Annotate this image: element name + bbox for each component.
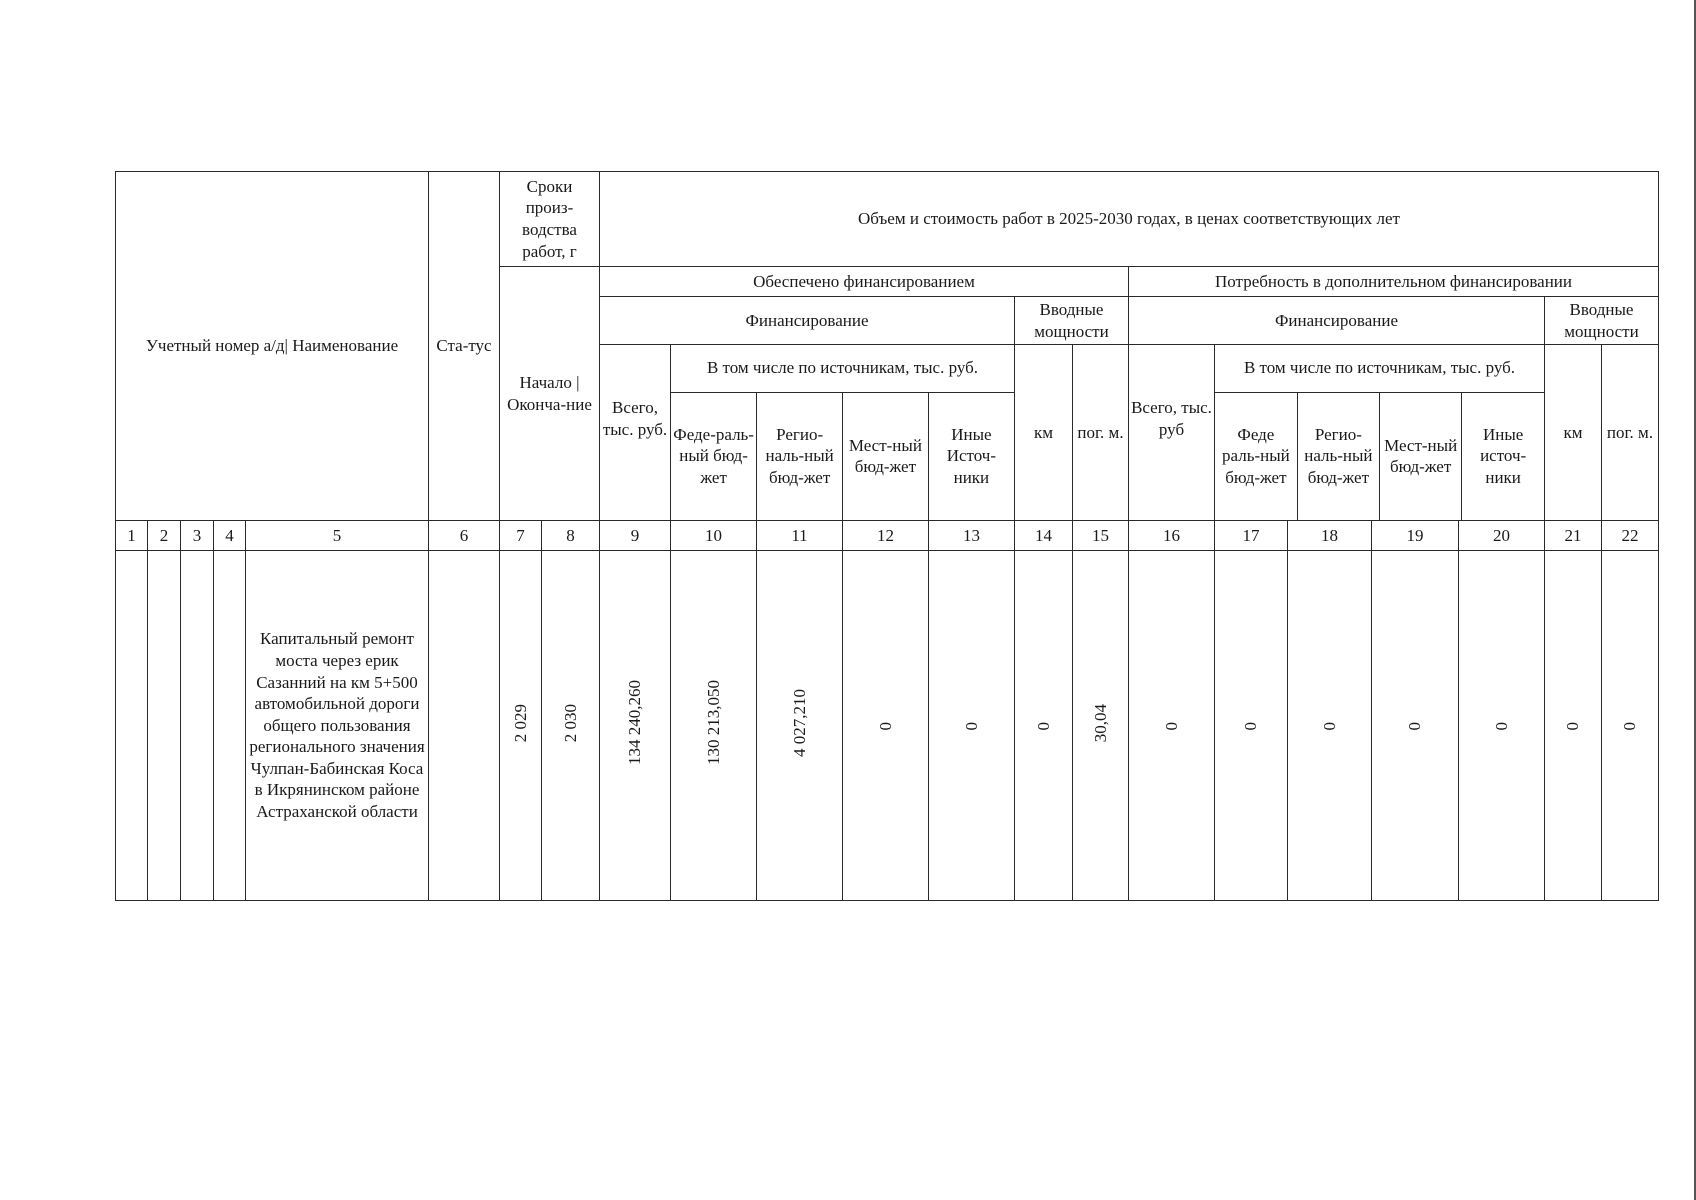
cell-empty [181,551,214,901]
total-2-value: 0 [1161,722,1181,731]
federal-2-value: 0 [1241,722,1261,731]
column-number: 2 [148,521,181,551]
cell-empty [214,551,246,901]
column-number: 5 [246,521,429,551]
cell-total [600,551,671,901]
column-number: 4 [214,521,246,551]
header-secured: Обеспечено финансированием [600,267,1129,297]
column-number: 7 [500,521,542,551]
header-local-1: Мест-ный бюд-жет [843,392,929,520]
header-status: Ста-тус [429,172,500,521]
header-local-2: Мест-ный бюд-жет [1380,392,1462,520]
cell-end-year [542,551,600,901]
column-number: 14 [1015,521,1073,551]
header-other-1: Иные Источ-ники [946,424,997,488]
header-federal-1: Феде-раль-ный бюд-жет [671,392,757,520]
column-number: 15 [1073,521,1129,551]
header-federal-2: Феде раль-ный бюд-жет [1215,392,1297,520]
column-number: 16 [1129,521,1215,551]
column-number: 21 [1545,521,1602,551]
header-total-2: Всего, тыс. руб [1129,345,1215,521]
table-row [116,551,1659,901]
end-year-value: 2 030 [560,703,580,742]
other-2-value: 0 [1491,722,1511,731]
cell-total-2 [1129,551,1215,901]
cell-start-year [500,551,542,901]
header-account-name: Учетный номер а/д| Наименование [116,172,429,521]
km-2-value: 0 [1563,722,1583,731]
cell-status [429,551,500,901]
local-value: 0 [875,722,895,731]
cell-local-2 [1372,551,1459,901]
column-number: 22 [1602,521,1659,551]
column-number: 1 [116,521,148,551]
cell-other [929,551,1015,901]
header-km-2: км [1545,345,1602,521]
cell-pog-2 [1602,551,1659,901]
cell-local [843,551,929,901]
cell-empty [116,551,148,901]
other-value: 0 [961,722,981,731]
federal-value: 130 213,050 [703,680,723,766]
column-number: 9 [600,521,671,551]
cell-km [1015,551,1073,901]
financing-table [115,171,1659,901]
cell-federal [671,551,757,901]
header-additional-need: Потребность в дополнительном финансировании [1129,267,1659,297]
column-number: 18 [1288,521,1372,551]
header-total-1: Всего, тыс. руб. [600,345,671,521]
cell-federal-2 [1215,551,1288,901]
regional-value: 4 027,210 [789,688,809,757]
column-number: 3 [181,521,214,551]
header-start-end: Начало | Оконча-ние [500,267,600,521]
regional-2-value: 0 [1319,722,1339,731]
header-regional-1: Регио-наль-ный бюд-жет [757,392,843,520]
header-by-sources-2: В том числе по источникам, тыс. руб. [1215,345,1544,392]
column-number-row [116,521,1659,551]
cell-empty [148,551,181,901]
column-number: 8 [542,521,600,551]
cell-object-name: Капитальный ремонт моста через ерик Сазанний на км 5+500 автомобильной дороги общего пользования регионального значения Чулпан-Бабинская Коса в Икрянинском районе Астраханской области [246,551,429,901]
header-pog-1: пог. м. [1073,345,1129,521]
cell-regional-2 [1288,551,1372,901]
column-number: 20 [1459,521,1545,551]
pog-2-value: 0 [1620,722,1640,731]
header-financing-2: Финансирование [1129,297,1545,345]
column-number: 10 [671,521,757,551]
header-capacity-2: Вводные мощности [1545,297,1659,345]
pog-value: 30,04 [1090,703,1110,742]
km-value: 0 [1033,722,1053,731]
cell-pog [1073,551,1129,901]
total-value: 134 240,260 [625,680,645,766]
local-2-value: 0 [1405,722,1425,731]
header-km-1: км [1015,345,1073,521]
header-pog-2: пог. м. [1602,345,1659,521]
header-volume-cost: Объем и стоимость работ в 2025-2030 годах, в ценах соответствующих лет [600,172,1659,267]
header-regional-2: Регио-наль-ный бюд-жет [1297,392,1379,520]
start-year-value: 2 029 [510,703,530,742]
column-number: 17 [1215,521,1288,551]
column-number: 19 [1372,521,1459,551]
header-financing-1: Финансирование [600,297,1015,345]
cell-regional [757,551,843,901]
column-number: 12 [843,521,929,551]
column-number: 13 [929,521,1015,551]
cell-other-2 [1459,551,1545,901]
header-by-sources-1: В том числе по источникам, тыс. руб. [671,345,1014,392]
header-sources-group-1 [671,345,1015,521]
column-number: 11 [757,521,843,551]
header-other-2: Иные источ-ники [1480,424,1527,488]
header-capacity-1: Вводные мощности [1015,297,1129,345]
column-number: 6 [429,521,500,551]
header-timing: Сроки произ-водства работ, г [500,172,600,267]
header-sources-group-2 [1215,345,1545,521]
cell-km-2 [1545,551,1602,901]
